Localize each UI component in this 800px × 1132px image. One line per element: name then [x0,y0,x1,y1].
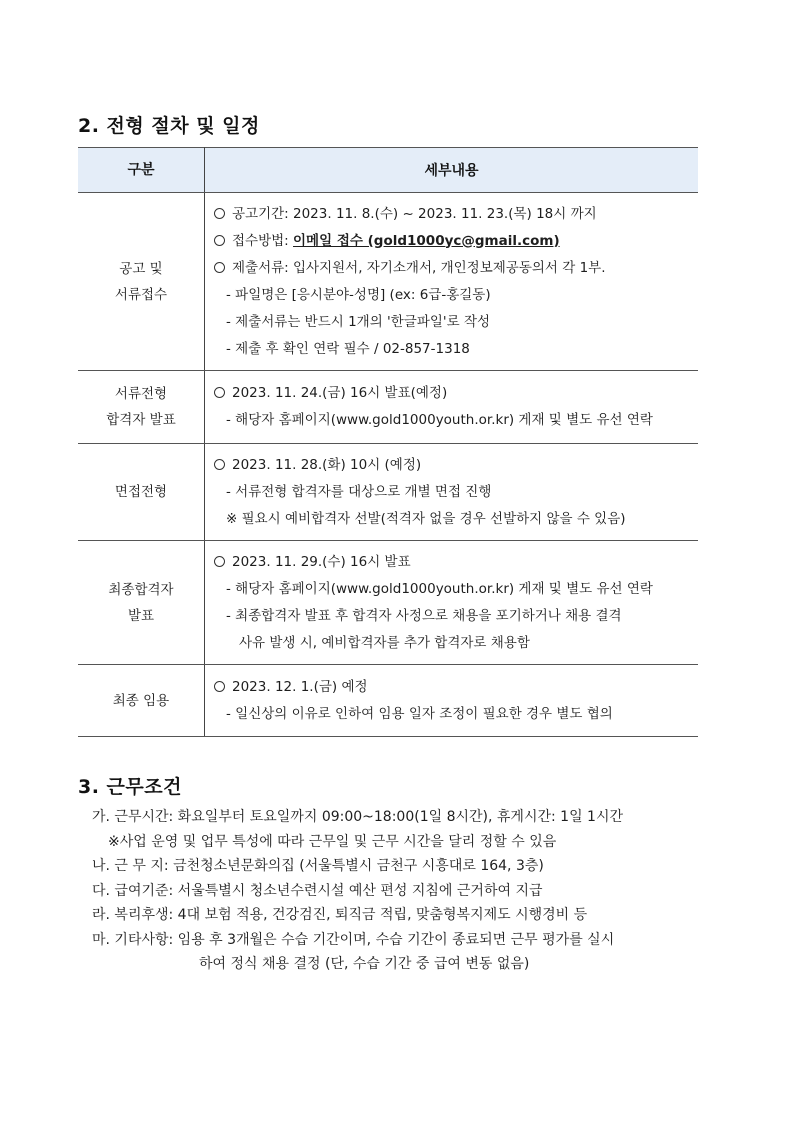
row-details: 2023. 11. 24.(금) 16시 발표(예정) - 해당자 홈페이지(www.gold1000youth.or.kr) 게재 및 별도 유선 연락 [205,371,699,444]
condition-other: 마. 기타사항: 임용 후 3개월은 수습 기간이며, 수습 기간이 종료되면 근무 평가를 실시 [92,931,615,948]
row-category: 최종 임용 [78,665,205,737]
row-details: 2023. 11. 29.(수) 16시 발표 - 해당자 홈페이지(www.gold1000youth.or.kr) 게재 및 별도 유선 연락 - 최종합격자 발표 후 합격자 사정으로 채용을 포기하거나 채용 결격 사유 발생 시, 예비합격자를 추가 합격자로 채용함 [205,541,699,665]
condition-benefits: 라. 복리후생: 4대 보험 적용, 건강검진, 퇴직금 적립, 맞춤형복지제도 시행경비 등 [92,907,588,923]
condition-work-hours: 가. 근무시간: 화요일부터 토요일까지 09:00~18:00(1일 8시간), 휴게시간: 1일 1시간 [92,809,624,825]
row-category: 면접전형 [78,444,205,541]
circle-bullet-icon [214,262,225,273]
work-conditions-list [92,805,623,977]
table-row [78,444,698,541]
row-category: 서류전형 합격자 발표 [78,371,205,444]
condition-salary: 다. 급여기준: 서울특별시 청소년수련시설 예산 편성 지침에 근거하여 지급 [92,882,543,899]
schedule-table [78,147,698,737]
row-category: 공고 및 서류접수 [78,193,205,371]
email-link[interactable]: 이메일 접수 (gold1000yc@gmail.com) [293,232,560,249]
circle-bullet-icon [214,556,225,567]
table-row [78,541,698,665]
row-details: 2023. 11. 28.(화) 10시 (예정) - 서류전형 합격자를 대상으로 개별 면접 진행 ※ 필요시 예비합격자 선발(적격자 없을 경우 선발하지 않을 수 있음) [205,444,699,541]
circle-bullet-icon [214,387,225,398]
circle-bullet-icon [214,459,225,470]
condition-work-hours-note: ※사업 운영 및 업무 특성에 따라 근무일 및 근무 시간을 달리 정할 수 있음 [108,833,557,850]
table-row [78,665,698,737]
row-details: 공고기간: 2023. 11. 8.(수) ~ 2023. 11. 23.(목) 18시 까지 접수방법: 이메일 접수 (gold1000yc@gmail.com) 제출서류: 입사지원서, 자기소개서, 개인정보제공동의서 각 1부. - 파일명은 [응시분야-성명] (ex: 6급-홍길동) - 제출서류는 반드시 1개의 '한글파일'로 작성 - 제출 후 확인 연락 필수 / 02-857-1318 [205,193,699,371]
header-details: 세부내용 [205,148,699,193]
circle-bullet-icon [214,235,225,246]
circle-bullet-icon [214,681,225,692]
table-row [78,371,698,444]
table-row [78,193,698,371]
condition-other-continued: 하여 정식 채용 결정 (단, 수습 기간 중 급여 변동 없음) [199,956,530,972]
row-details: 2023. 12. 1.(금) 예정 - 일신상의 이유로 인하여 임용 일자 조정이 필요한 경우 별도 협의 [205,665,699,737]
section-3-title: 3. 근무조건 [78,776,182,798]
header-category: 구분 [78,148,205,193]
condition-workplace: 나. 근 무 지: 금천청소년문화의집 (서울특별시 금천구 시흥대로 164, 3층) [92,858,544,874]
row-category: 최종합격자 발표 [78,541,205,665]
circle-bullet-icon [214,208,225,219]
section-2-title: 2. 전형 절차 및 일정 [78,115,260,137]
table-header-row [78,148,698,193]
